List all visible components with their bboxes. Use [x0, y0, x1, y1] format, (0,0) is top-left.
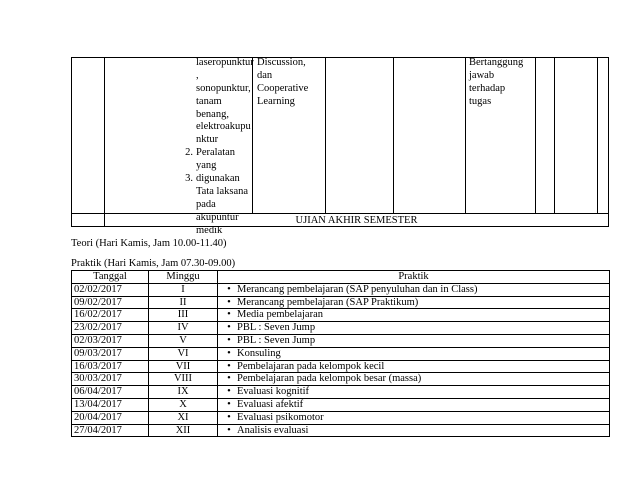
practice-topic: Evaluasi psikomotor [237, 411, 324, 423]
cell-date: 16/03/2017 [72, 360, 149, 373]
table-row [72, 424, 610, 437]
cell-week: X [149, 398, 218, 411]
practice-topic: Evaluasi kognitif [237, 386, 310, 398]
cell-week: IV [149, 322, 218, 335]
bullet-icon: • [227, 309, 231, 321]
table-row [72, 347, 610, 360]
table-row [72, 411, 610, 424]
table-line [325, 57, 326, 214]
text-line: Learning [257, 95, 295, 107]
table-row [72, 360, 610, 373]
header-date: Tanggal [72, 271, 149, 284]
bullet-icon: • [227, 322, 231, 334]
table-row [72, 283, 610, 296]
practice-topic: Konsuling [237, 347, 281, 359]
practice-topic: Merancang pembelajaran (SAP penyuluhan dan in Class) [237, 283, 478, 295]
cell-practice [218, 398, 610, 411]
table-line [393, 57, 394, 214]
practice-topic: Media pembelajaran [237, 309, 323, 321]
table-row [72, 334, 610, 347]
cell-week: XII [149, 424, 218, 437]
table-line [554, 57, 555, 214]
text-line: pada [196, 198, 216, 210]
text-line: nktur [196, 134, 219, 146]
cell-date: 06/04/2017 [72, 386, 149, 399]
table-line [71, 57, 609, 58]
bullet-icon: • [227, 424, 231, 436]
cell-week: V [149, 334, 218, 347]
cell-practice [218, 283, 610, 296]
text-line: Bertanggung [469, 57, 524, 68]
curriculum-table-continuation [71, 57, 609, 236]
text-line: Cooperative [257, 82, 309, 94]
cell-method-text [257, 57, 308, 109]
table-line [597, 57, 598, 214]
text-line: yang [196, 160, 217, 172]
cell-week: XI [149, 411, 218, 424]
text-line: , [196, 69, 199, 81]
practice-topic: Pembelajaran pada kelompok besar (massa) [237, 373, 422, 385]
header-week: Minggu [149, 271, 218, 284]
text-line: terhadap [469, 82, 506, 94]
practice-topic: Evaluasi afektif [237, 398, 304, 410]
cell-practice [218, 386, 610, 399]
cell-date: 13/04/2017 [72, 398, 149, 411]
cell-week: IX [149, 386, 218, 399]
cell-practice [218, 360, 610, 373]
cell-date: 23/02/2017 [72, 322, 149, 335]
practice-topic: Merancang pembelajaran (SAP Praktikum) [237, 296, 419, 308]
practice-topic: Pembelajaran pada kelompok kecil [237, 360, 385, 372]
text-line: jawab [469, 69, 495, 81]
bullet-icon: • [227, 347, 231, 359]
text-line: tanam [196, 95, 222, 107]
table-row [72, 386, 610, 399]
cell-date: 16/02/2017 [72, 309, 149, 322]
text-line: akupuntur [196, 211, 239, 223]
table-line [535, 57, 536, 214]
cell-practice [218, 411, 610, 424]
cell-attitude-text [469, 57, 523, 109]
bullet-icon: • [227, 373, 231, 385]
table-row [72, 373, 610, 386]
bullet-icon: • [227, 360, 231, 372]
bullet-icon: • [227, 411, 231, 423]
practice-topic: Analisis evaluasi [237, 424, 309, 436]
cell-practice [218, 334, 610, 347]
cell-date: 09/03/2017 [72, 347, 149, 360]
text-line: dan [257, 69, 273, 81]
text-line: Tata laksana [196, 185, 249, 197]
cell-date: 02/03/2017 [72, 334, 149, 347]
cell-week: II [149, 296, 218, 309]
practice-topic: PBL : Seven Jump [237, 322, 316, 334]
table-line [608, 57, 609, 227]
cell-practice [218, 296, 610, 309]
bullet-icon: • [227, 334, 231, 346]
table-row [72, 398, 610, 411]
list-number: 3. [185, 173, 193, 185]
table-line [104, 57, 105, 227]
cell-practice [218, 309, 610, 322]
cell-practice [218, 373, 610, 386]
cell-week: III [149, 309, 218, 322]
cell-date: 20/04/2017 [72, 411, 149, 424]
bullet-icon: • [227, 283, 231, 295]
practice-schedule-table [71, 270, 610, 437]
praktik-caption: Praktik (Hari Kamis, Jam 07.30-09.00) [71, 258, 236, 269]
text-line: laseropunktur [196, 57, 254, 68]
text-line: Peralatan [196, 147, 236, 159]
cell-practice [218, 424, 610, 437]
table-line [71, 57, 72, 227]
text-line: sonopunktur, [196, 82, 251, 94]
table-header-row [72, 271, 610, 284]
table-line [465, 57, 466, 214]
cell-week: I [149, 283, 218, 296]
text-line: benang, [196, 108, 229, 120]
cell-week: VI [149, 347, 218, 360]
practice-topic: PBL : Seven Jump [237, 334, 316, 346]
table-row [72, 296, 610, 309]
teori-caption: Teori (Hari Kamis, Jam 10.00-11.40) [71, 238, 227, 249]
bullet-icon: • [227, 386, 231, 398]
cell-material-text [196, 57, 254, 237]
cell-date: 27/04/2017 [72, 424, 149, 437]
text-line: Discussion, [257, 57, 306, 68]
bullet-icon: • [227, 296, 231, 308]
cell-practice [218, 322, 610, 335]
text-line: elektroakupu [196, 121, 251, 133]
cell-practice [218, 347, 610, 360]
cell-date: 30/03/2017 [72, 373, 149, 386]
bullet-icon: • [227, 398, 231, 410]
cell-date: 09/02/2017 [72, 296, 149, 309]
cell-week: VIII [149, 373, 218, 386]
text-line: tugas [469, 95, 492, 107]
list-number: 2. [185, 147, 193, 159]
text-line: digunakan [196, 173, 240, 185]
text-line: medik [196, 224, 223, 236]
cell-date: 02/02/2017 [72, 283, 149, 296]
table-row [72, 322, 610, 335]
table-row [72, 309, 610, 322]
final-exam-row-label: UJIAN AKHIR SEMESTER [295, 215, 418, 226]
header-practice: Praktik [218, 271, 610, 284]
cell-week: VII [149, 360, 218, 373]
